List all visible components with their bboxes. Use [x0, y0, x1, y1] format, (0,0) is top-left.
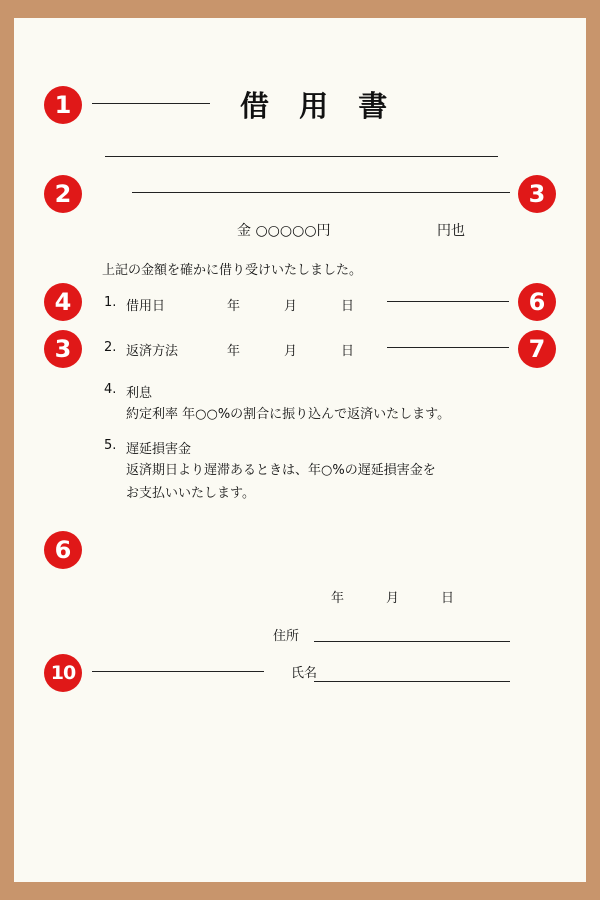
- sign-address-label: 住所: [273, 629, 300, 644]
- item2-day: 日: [341, 344, 355, 359]
- callout-badge-1: 1: [44, 86, 82, 124]
- item1-day: 日: [341, 299, 355, 314]
- callout-badge-7: 7: [518, 330, 556, 368]
- item4-body: 約定利率 年○○%の割合に振り込んで返済いたします。: [126, 407, 451, 422]
- amount-prefix: 金 ○○○○○円: [237, 223, 331, 239]
- callout-badge-6: 6: [518, 283, 556, 321]
- sign-name-label: 氏名: [291, 666, 318, 681]
- item1-month: 月: [284, 299, 298, 314]
- callout-badge-3: 3: [518, 175, 556, 213]
- header-underline: [105, 156, 498, 157]
- callout-badge-2: 2: [44, 175, 82, 213]
- item4-number: 4.: [104, 382, 117, 397]
- item5-body-line1: 返済期日より遅滞あるときは、年○%の遅延損害金を: [126, 463, 436, 478]
- item2-month: 月: [284, 344, 298, 359]
- item2-number: 2.: [104, 340, 117, 355]
- item1-label: 借用日: [126, 299, 166, 314]
- item5-label: 遅延損害金: [126, 442, 192, 457]
- callout-badge-4: 4: [44, 283, 82, 321]
- item1-number: 1.: [104, 295, 117, 310]
- item5-body-line2: お支払いいたします。: [126, 486, 255, 501]
- item1-year: 年: [227, 299, 241, 314]
- item1-line: [387, 301, 509, 302]
- item4-label: 利息: [126, 386, 153, 401]
- sign-address-line: [314, 641, 510, 642]
- callout-badge-6b: 6: [44, 531, 82, 569]
- statement-text: 上記の金額を確かに借り受けいたしました。: [102, 263, 363, 278]
- borrower-left-line: [92, 671, 264, 672]
- date-year: 年: [331, 591, 345, 606]
- callout-badge-3b: 3: [44, 330, 82, 368]
- item2-line: [387, 347, 509, 348]
- document-title: 借 用 書: [240, 89, 398, 123]
- date-day: 日: [441, 591, 455, 606]
- date-month: 月: [386, 591, 400, 606]
- item5-number: 5.: [104, 438, 117, 453]
- lender-name-line: [132, 192, 510, 193]
- callout-badge-10: 10: [44, 654, 82, 692]
- item2-label: 返済方法: [126, 344, 179, 359]
- sign-name-line: [314, 681, 510, 682]
- amount-suffix: 円也: [437, 223, 465, 239]
- document-paper: [14, 18, 586, 882]
- item2-year: 年: [227, 344, 241, 359]
- recipient-line: [92, 103, 210, 104]
